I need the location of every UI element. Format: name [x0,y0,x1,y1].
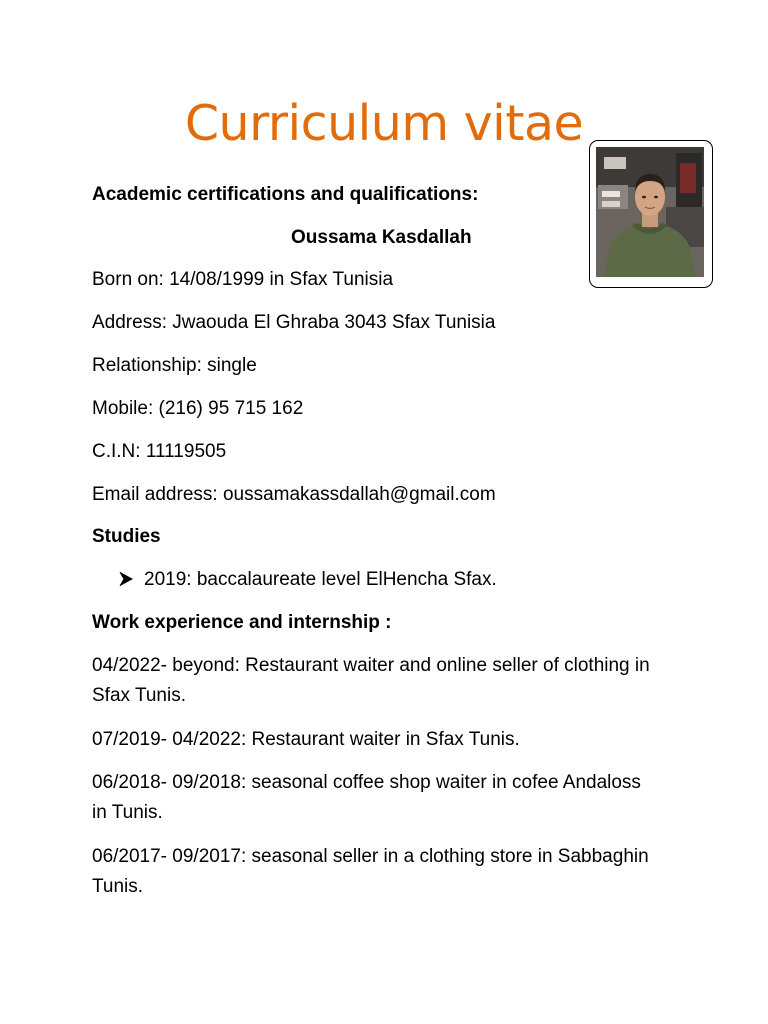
profile-photo [596,147,704,277]
mobile-info: Mobile: (216) 95 715 162 [92,398,304,419]
work-item: 04/2022- beyond: Restaurant waiter and online seller of clothing in Sfax Tunis. [92,655,650,706]
profile-photo-image [596,147,704,277]
studies-item-text: 2019: baccalaureate level ElHencha Sfax. [144,569,497,590]
email-info: Email address: oussamakassdallah@gmail.com [92,484,496,505]
document-title: Curriculum vitae [184,95,584,152]
person-name: Oussama Kasdallah [291,227,472,248]
work-item: 06/2018- 09/2018: seasonal coffee shop waiter in cofee Andaloss in Tunis. [92,772,641,823]
work-item: 07/2019- 04/2022: Restaurant waiter in Sfax Tunis. [92,729,520,750]
work-item: 06/2017- 09/2017: seasonal seller in a clothing store in Sabbaghin Tunis. [92,846,649,897]
work-heading: Work experience and internship : [92,612,392,633]
studies-heading: Studies [92,526,161,547]
profile-photo-frame [589,140,713,288]
address-info: Address: Jwaouda El Ghraba 3043 Sfax Tunisia [92,312,496,333]
certificates-heading: Academic certifications and qualifications: [92,184,479,205]
arrow-bullet-icon [118,565,144,595]
relationship-info: Relationship: single [92,355,257,376]
studies-item [118,565,497,595]
birth-info: Born on: 14/08/1999 in Sfax Tunisia [92,269,394,290]
cin-info: C.I.N: 11119505 [92,441,227,462]
